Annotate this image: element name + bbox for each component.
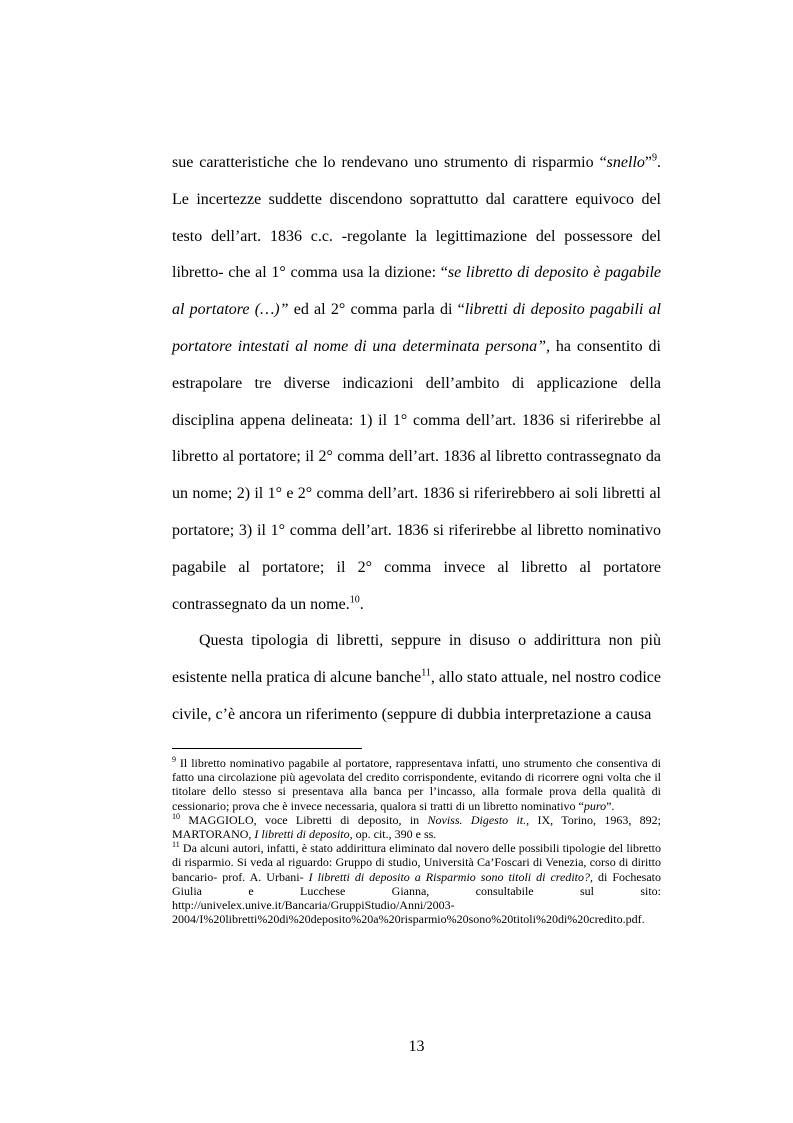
footnote-ref-9[interactable]: 9 — [652, 152, 657, 164]
footnote-ref-11[interactable]: 11 — [421, 667, 431, 679]
footnotes — [172, 756, 661, 926]
paragraph-2: Questa tipologia di libretti, seppure in disuso o addirittura non più esistente nella pratica di alcune banche$^{11}$, allo stato attuale, nel nostro codice civile, c’è ancora un riferimento (seppure di dubbia interpretazione a causa — [172, 632, 662, 723]
footnote-separator — [172, 748, 362, 749]
footnote-ref-10[interactable]: 10 — [349, 594, 360, 606]
main-text — [172, 145, 661, 734]
footnote-9: $^9$ Il libretto nominativo pagabile al portatore, rappresentava infatti, uno strumento che consentiva di fatto una circolazione più agevolata del credito corrispondente, evitando di ricorrere ogni volta che il titolare dello stesso si presentava alla banca per l’incasso, alla formale prova della qualità di cessionario; prova che è invece necessaria, qualora si tratti di un libretto nominativo “puro”. — [172, 755, 661, 813]
page-number: 13 — [408, 1038, 425, 1055]
footnote-10: $^{10}$ MAGGIOLO, voce Libretti di deposito, in Noviss. Digesto it., IX, Torino, 1963, 892; MARTORANO, I libretti di deposito, op. cit., 390 e ss. — [172, 811, 661, 842]
paragraph-1: sue caratteristiche che lo rendevano uno strumento di risparmio “snello”$^9$. Le incertezze suddette discendono soprattutto dal carattere equivoco del testo dell’art. 1836 c.c. -regolante la legittimazione del possessore del libretto- che al 1° comma usa la dizione: “se libretto di deposito è pagabile al portatore (…)” ed al 2° comma parla di “libretti di deposito pagabili al portatore intestati al nome di una determinata persona”, ha consentito di estrapolare tre diverse indicazioni dell’ambito di applicazione della disciplina appena delineata: 1) il 1° comma dell’art. 1836 si riferirebbe al libretto al portatore; il 2° comma dell’art. 1836 al libretto contrassegnato da un nome; 2) il 1° e 2° comma dell’art. 1836 si riferirebbero ai soli libretti al portatore; 3) il 1° comma dell’art. 1836 si riferirebbe al libretto nominativo pagabile al portatore; il 2° comma invece al libretto al portatore contrassegnato da un nome.$^{10}$. — [172, 152, 662, 613]
footnote-url[interactable]: 2004/I%20libretti%20di%20deposito%20a%20risparmio%20sono%20titoli%20di%20credito.pdf. — [172, 912, 645, 927]
footnote-11: $^{11}$ Da alcuni autori, infatti, è stato addirittura eliminato dal novero delle possibili tipologie del libretto di risparmio. Si veda al riguardo: Gruppo di studio, Università Ca’Foscari di Venezia, corso di diritto bancario- prof. A. Urbani- I libretti di deposito a Risparmio sono titoli di credito?, di Fochesato Giulia e Lucchese Gianna, consultabile sul sito: http://univelex.unive.it/Bancaria/GruppiStudio/Anni/2003- 2004/I%20libretti%20di%20deposito%20a%20risparmio%20sono%20titoli%20di%20credito.pdf. — [172, 840, 661, 927]
